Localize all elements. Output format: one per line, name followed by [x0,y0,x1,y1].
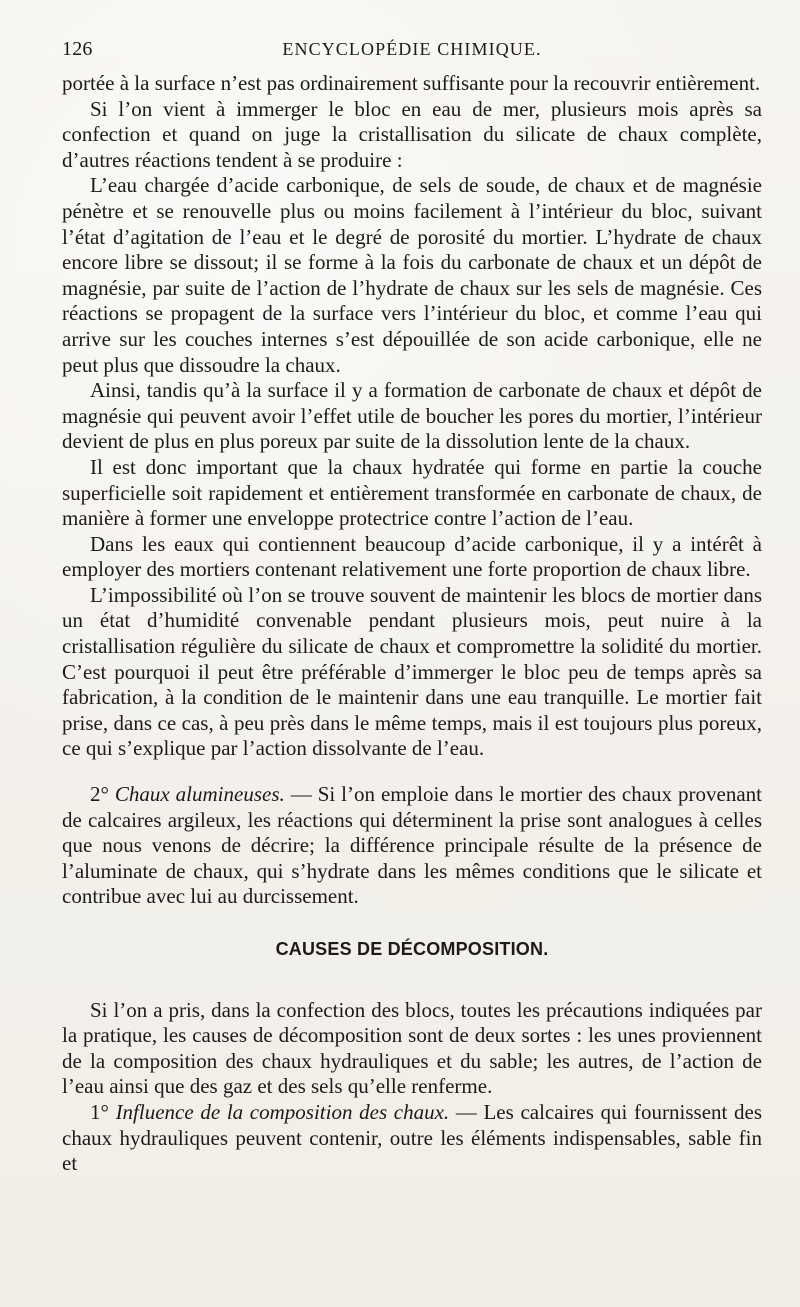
after-title-paragraph: Si l’on a pris, dans la confection des blocs, toutes les précautions indiquées par la pratique, les causes de décomposition sont de deux sortes : les unes proviennent de la composition des chaux hydrauliques et du sable; les autres, de l’action de l’eau ainsi que des gaz et des sels qu’elle renferme. [62,997,762,1099]
paragraph-5: Il est donc important que la chaux hydratée qui forme en partie la couche superficielle soit rapidement et entièrement transformée en carbonate de chaux, de manière à former une enveloppe protectrice contre l’action de l’eau. [62,454,762,531]
section-2-number: 2° [90,782,109,807]
page-header [62,36,762,64]
page-number: 126 [62,38,93,60]
section-1-heading: Influence de la composition des chaux. [115,1099,450,1124]
paragraph-1: portée à la surface n’est pas ordinairement suffisante pour la recouvrir entièrement. [62,71,761,95]
section-1-paragraph [62,1100,762,1177]
paragraph-6: Dans les eaux qui contiennent beaucoup d’acide carbonique, il y a intérêt à employer des mortiers contenant relativement une forte proportion de chaux libre. [62,531,762,582]
section-2-heading: Chaux alumineuses. [114,782,285,807]
section-2-text: — Si l’on emploie dans le mortier des chaux provenant de calcaires argileux, les réactions qui déterminent la prise sont analogues à celles que nous venons de décrire; la différence principale résulte de la présence de l’aluminate de chaux, qui s’hydrate dans les mêmes conditions que le silicate et contribue avec lui au durcissement. [62,782,762,909]
section-1-text: — Les calcaires qui fournissent des chaux hydrauliques peuvent contenir, outre les éléments indispensables, sable fin et [62,1099,763,1176]
section-gap [62,762,762,782]
running-title: ENCYCLOPÉDIE CHIMIQUE. [282,39,542,59]
section-2-paragraph [62,782,762,910]
paragraph-3: L’eau chargée d’acide carbonique, de sels de soude, de chaux et de magnésie pénètre et se renouvelle plus ou moins facilement à l’intérieur du bloc, suivant l’état d’agitation de l’eau et le degré de porosité du mortier. L’hydrate de chaux encore libre se dissout; il se forme à la fois du carbonate de chaux et un dépôt de magnésie, par suite de l’action de l’hydrate de chaux sur les sels de magnésie. Ces réactions se propagent de la surface vers l’intérieur du bloc, et comme l’eau qui arrive sur les couches internes s’est dépouillée de son acide carbonique, elle ne peut plus que dissoudre la chaux. [62,173,762,377]
paragraph-4: Ainsi, tandis qu’à la surface il y a formation de carbonate de chaux et dépôt de magnésie qui peuvent avoir l’effet utile de boucher les pores du mortier, l’intérieur devient de plus en plus poreux par suite de la dissolution lente de la chaux. [62,378,762,454]
paragraph-2: Si l’on vient à immerger le bloc en eau de mer, plusieurs mois après sa confection et quand on juge la cristallisation du silicate de chaux complète, d’autres réactions tendent à se produire : [62,96,762,172]
section-1-number: 1° [90,1099,109,1124]
section-title: CAUSES DE DÉCOMPOSITION. [275,939,549,959]
paragraph-7: L’impossibilité où l’on se trouve souvent de maintenir les blocs de mortier dans un état d’humidité convenable pendant plusieurs mois, peut nuire à la cristallisation régulière du silicate de chaux et compromettre la solidité du mortier. C’est pourquoi il peut être préférable d’immerger le bloc peu de temps après sa fabrication, à la condition de le maintenir dans une eau tranquille. Le mortier fait prise, dans ce cas, à peu près dans le même temps, mais il est toujours plus poreux, ce qui s’explique par l’action dissolvante de l’eau. [62,582,762,761]
page-content [62,71,762,1177]
